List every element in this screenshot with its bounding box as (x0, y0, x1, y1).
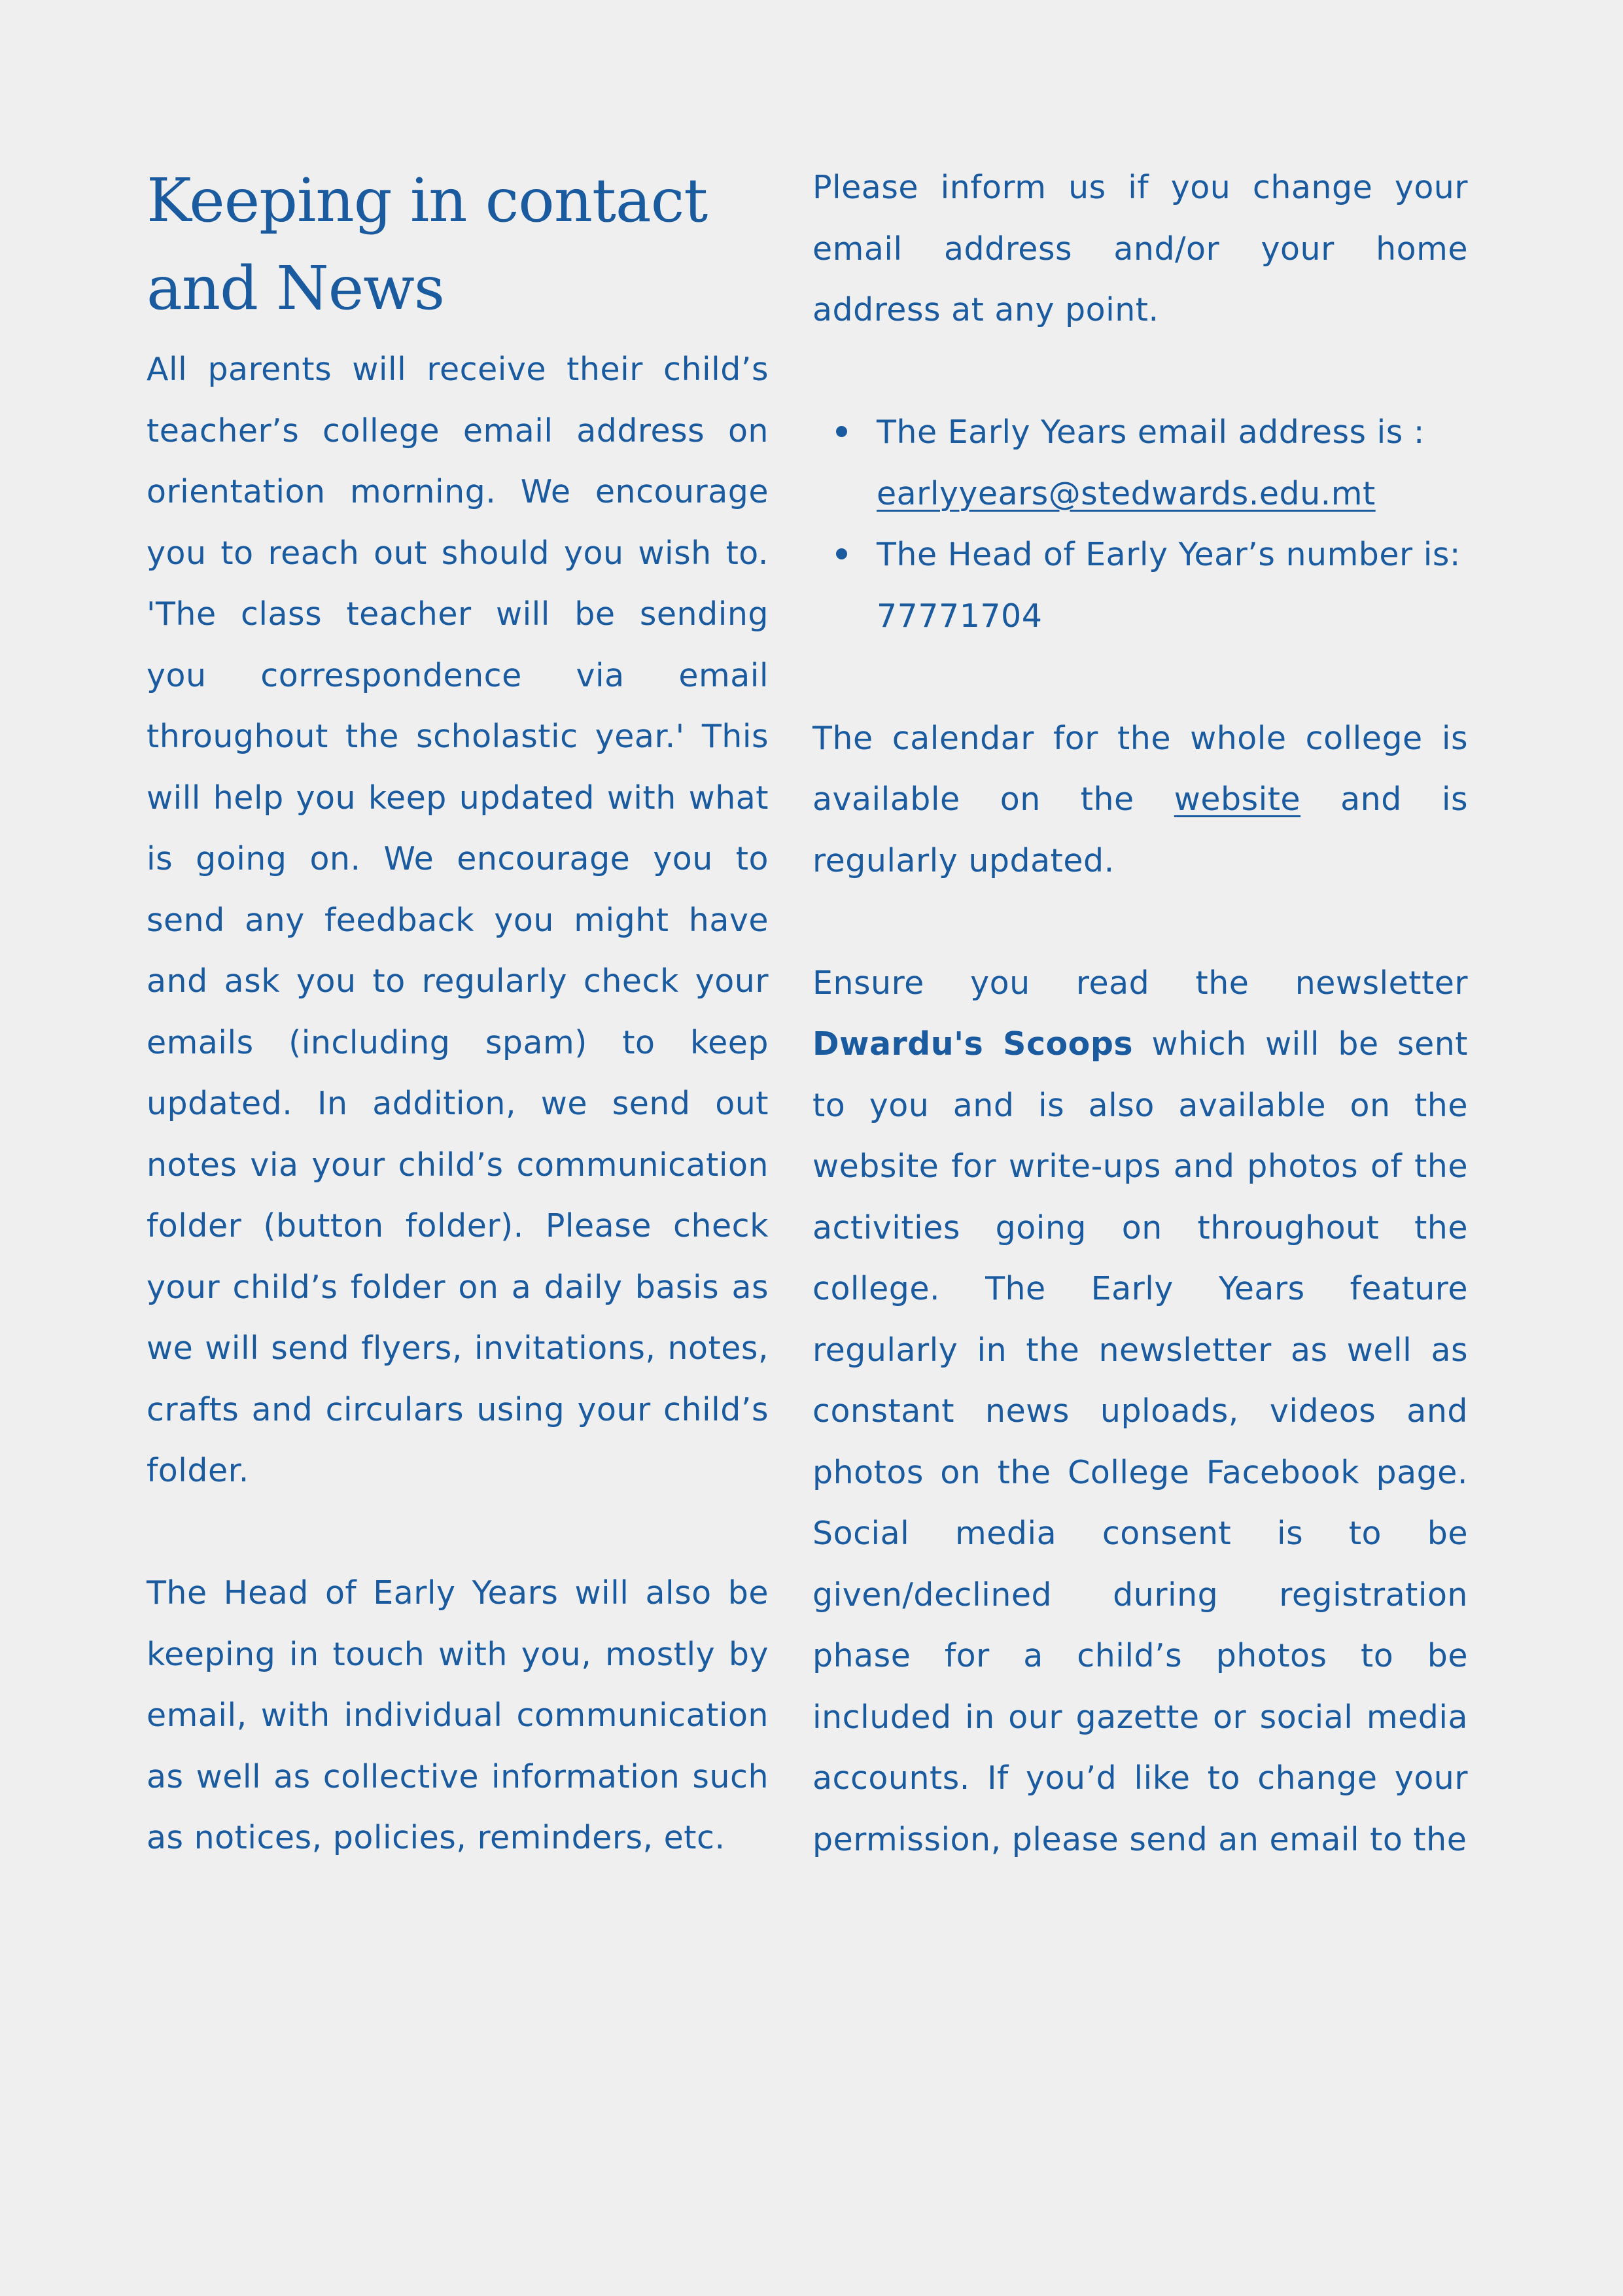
page-title (147, 157, 769, 332)
right-column (812, 157, 1468, 1870)
title-line-1: Keeping in contact (147, 166, 708, 236)
newsletter-name: Dwardu's Scoops (812, 1025, 1134, 1063)
paragraph-spacer (812, 646, 1468, 708)
left-column (147, 157, 769, 1869)
newsletter-text-end: which will be sent to you and is also available on the website for write-ups and photos of the activities going on throughout the college. The Early Years feature regularly in the newsletter as well as constant news uploads, videos and photos on the College Facebook page. Social media consent is to be given/declined during registration phase for a child’s photos to be included in our gazette or social media accounts. If you’d like to change your permission, please send an email to the (812, 1025, 1468, 1858)
paragraph-spacer (812, 891, 1468, 953)
newsletter-paragraph (812, 953, 1468, 1871)
newsletter-text-start: Ensure you read the newsletter (812, 964, 1468, 1002)
list-item-email (877, 402, 1468, 524)
email-link[interactable]: earlyyears@stedwards.edu.mt (877, 474, 1376, 512)
email-label: The Early Years email address is : (877, 414, 1425, 451)
head-contact-paragraph: The Head of Early Years will also be keeping in touch with you, mostly by email, with individual communication as well as collective information such as notices, policies, reminders, etc. (147, 1574, 769, 1856)
title-line-2: and News (147, 253, 445, 323)
paragraph-spacer (147, 1502, 769, 1563)
website-link[interactable]: website (1174, 781, 1301, 818)
phone-number: 77771704 (877, 597, 1043, 635)
calendar-paragraph (812, 708, 1468, 892)
phone-label: The Head of Early Year’s number is: (877, 536, 1461, 573)
intro-paragraph: All parents will receive their child’s teacher’s college email address on orientation morning. We encourage you to reach out should you wish to. 'The class teacher will be sending you correspondence via email throughout the scholastic year.' This will help you keep updated with what is going on. We encourage you to send any feedback you might have and ask you to regularly check your emails (including spam) to keep updated. In addition, we send out notes via your child’s communication folder (button folder). Please check your child’s folder on a daily basis as we will send flyers, invitations, notes, crafts and circulars using your child’s folder. (147, 351, 769, 1489)
contact-list (812, 402, 1468, 646)
list-item-phone (877, 524, 1468, 646)
calendar-text-end: and is regularly updated. (812, 781, 1468, 879)
calendar-text-start: The calendar for the whole college is available on the (812, 719, 1468, 818)
paragraph-spacer (812, 341, 1468, 402)
bullet-icon (836, 426, 847, 437)
bullet-icon (836, 548, 847, 559)
inform-paragraph: Please inform us if you change your email address and/or your home address at any point. (812, 169, 1468, 328)
